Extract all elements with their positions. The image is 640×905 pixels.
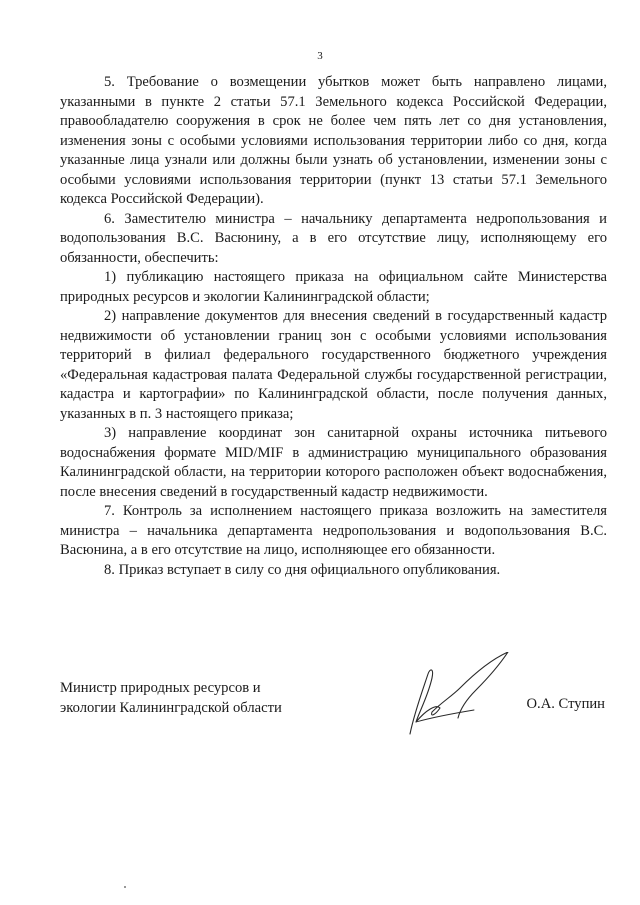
- scan-speck: [124, 886, 126, 888]
- handwritten-signature: [390, 652, 530, 744]
- paragraph-5: 5. Требование о возмещении убытков может быть направлено лицами, указанными в пункте 2 статьи 57.1 Земельного кодекса Российской Федерации, правообладателю сооружения в срок не более чем пять лет со дня установления, изменения зоны с особыми условиями использования территории либо со дня, когда указанные лица узнали или должны были узнать об установлении, изменении зоны с особыми условиями использования территории (пункт 13 статьи 57.1 Земельного кодекса Российской Федерации).: [60, 74, 607, 207]
- signature-block: [60, 678, 607, 758]
- signer-name: О.А. Ступин: [526, 696, 605, 712]
- paragraph-6-item-3: 3) направление координат зон санитарной охраны источника питьевого водоснабжения формате MID/MIF в администрацию муниципального образования Калининградской области, на территории которого расположен объект водоснабжения, после внесения сведений в государственный кадастр недвижимости.: [60, 425, 607, 500]
- paragraph-6-item-1: 1) публикацию настоящего приказа на официальном сайте Министерства природных ресурсов и экологии Калининградской области;: [60, 269, 607, 305]
- paragraph-8: 8. Приказ вступает в силу со дня официального опубликования.: [104, 561, 501, 578]
- document-body: [60, 73, 607, 580]
- paragraph-6-item-2: 2) направление документов для внесения сведений в государственный кадастр недвижимости об установлении границ зон с особыми условиями использования территорий в филиал федерального государственного бюджетного учреждения «Федеральная кадастровая палата Федеральной службы государственной регистрации, кадастра и картографии» по Калининградской области, после получения данных, указанных в п. 3 настоящего приказа;: [60, 308, 607, 422]
- paragraph-7: 7. Контроль за исполнением настоящего приказа возложить на заместителя министра – начальника департамента недропользования и водопользования В.С. Васюнина, а в его отсутствие на лицо, исполняющее его обязанности.: [60, 503, 607, 558]
- signer-title-line-2: экологии Калининградской области: [60, 700, 282, 716]
- page-number: 3: [317, 50, 323, 62]
- paragraph-6: 6. Заместителю министра – начальнику департамента недропользования и водопользования В.С. Васюнину, а в его отсутствие лицу, исполняющему его обязанности, обеспечить:: [60, 210, 607, 266]
- signer-title: [60, 678, 282, 718]
- signer-title-line-1: Министр природных ресурсов и: [60, 680, 261, 696]
